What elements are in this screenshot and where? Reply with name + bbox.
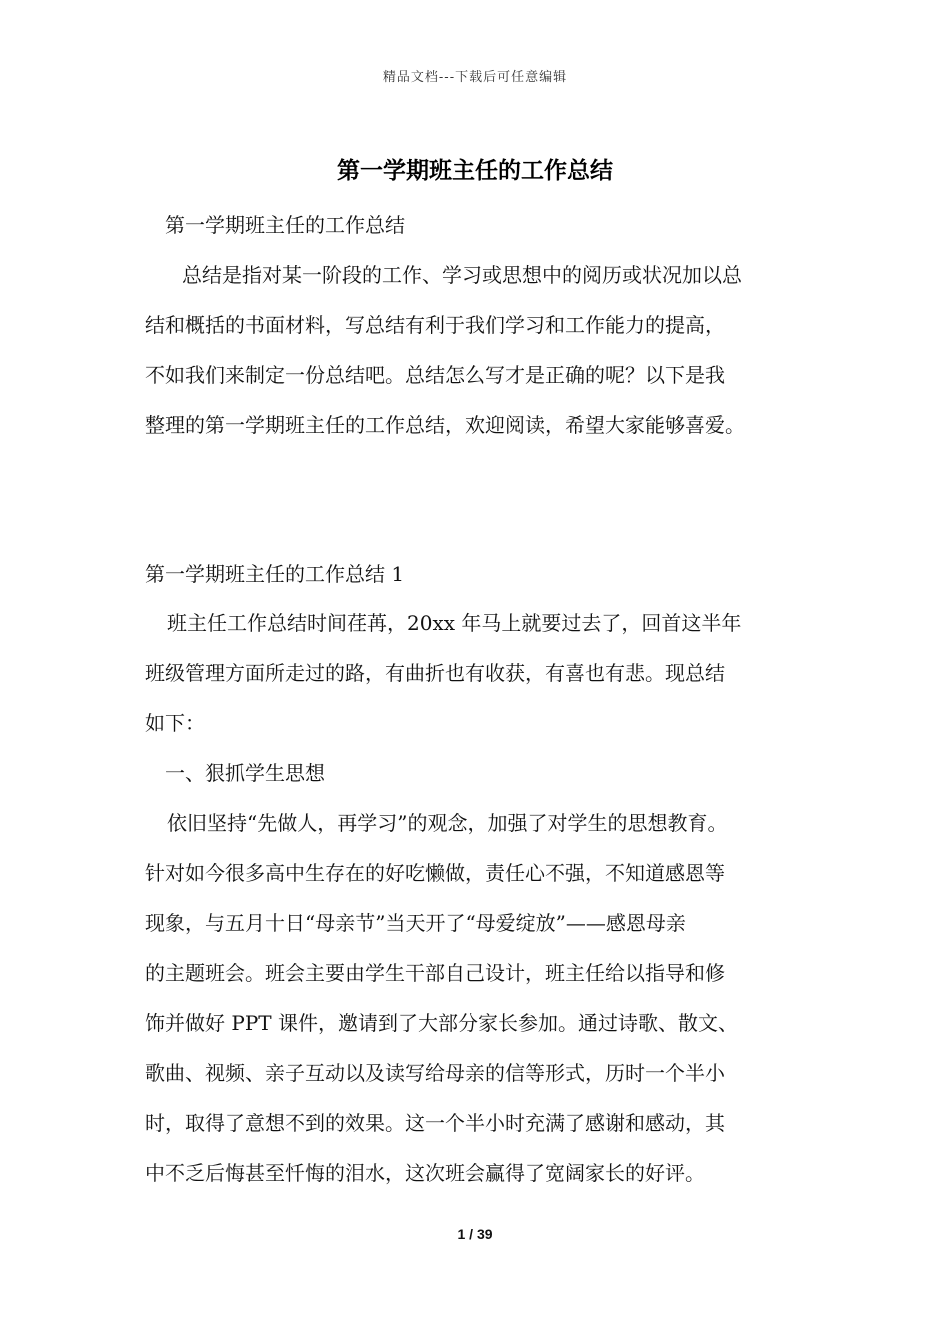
paragraph-line: 不如我们来制定一份总结吧。总结怎么写才是正确的呢？以下是我 xyxy=(145,363,725,387)
paragraph-line: 歌曲、视频、亲子互动以及读写给母亲的信等形式，历时一个半小 xyxy=(145,1061,725,1085)
paragraph-line: 中不乏后悔甚至忏悔的泪水，这次班会赢得了宽阔家长的好评。 xyxy=(145,1161,705,1185)
page-separator: / xyxy=(465,1226,477,1242)
paragraph-line: 针对如今很多高中生存在的好吃懒做，责任心不强，不知道感恩等 xyxy=(145,861,725,885)
paragraph-line: 结和概括的书面材料，写总结有利于我们学习和工作能力的提高， xyxy=(145,313,725,337)
subtitle-line: 第一学期班主任的工作总结 xyxy=(165,213,405,237)
paragraph-line: 总结是指对某一阶段的工作、学习或思想中的阅历或状况加以总 xyxy=(182,263,742,287)
paragraph-line: 班主任工作总结时间荏苒，20xx 年马上就要过去了，回首这半年 xyxy=(167,611,742,635)
paragraph-line: 现象，与五月十日“母亲节”当天开了“母爱绽放”——感恩母亲 xyxy=(145,911,686,935)
paragraph-line: 的主题班会。班会主要由学生干部自己设计，班主任给以指导和修 xyxy=(145,961,725,985)
current-page: 1 xyxy=(457,1226,466,1242)
paragraph-line: 如下： xyxy=(145,711,205,735)
paragraph-line: 班级管理方面所走过的路，有曲折也有收获，有喜也有悲。现总结 xyxy=(145,661,725,685)
section-heading: 第一学期班主任的工作总结 1 xyxy=(145,562,405,586)
page-header: 精品文档---下载后可任意编辑 xyxy=(382,70,568,85)
total-pages: 39 xyxy=(476,1226,493,1242)
paragraph-line: 时，取得了意想不到的效果。这一个半小时充满了感谢和感动，其 xyxy=(145,1111,725,1135)
subsection-heading: 一、狠抓学生思想 xyxy=(165,761,325,785)
page-number xyxy=(0,1226,950,1242)
paragraph-line: 饰并做好 PPT 课件，邀请到了大部分家长参加。通过诗歌、散文、 xyxy=(145,1011,738,1035)
paragraph-line: 整理的第一学期班主任的工作总结，欢迎阅读，希望大家能够喜爱。 xyxy=(145,413,745,437)
document-title: 第一学期班主任的工作总结 xyxy=(337,157,613,184)
paragraph-line: 依旧坚持“先做人，再学习”的观念，加强了对学生的思想教育。 xyxy=(167,811,728,835)
